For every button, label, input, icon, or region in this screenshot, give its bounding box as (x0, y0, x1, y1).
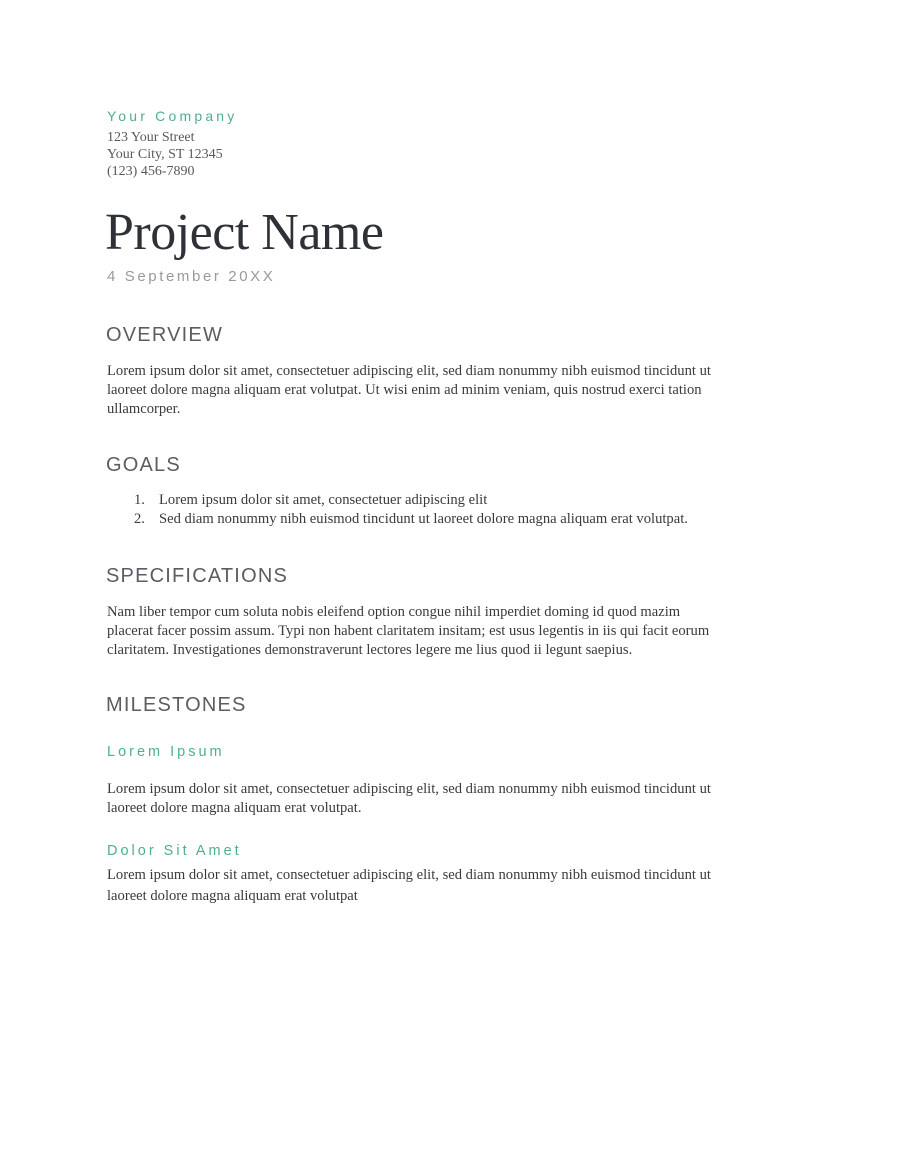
specifications-line: claritatem. Investigationes demonstraverunt lectores legere me lius quod ii legunt saepius. (107, 642, 633, 658)
company-city: Your City, ST 12345 (107, 147, 223, 162)
specifications-line: Nam liber tempor cum soluta nobis eleifend option congue nihil imperdiet doming id quod mazim (107, 604, 681, 620)
milestone-line: Lorem ipsum dolor sit amet, consectetuer adipiscing elit, sed diam nonummy nibh euismod tincidunt ut (107, 781, 711, 797)
milestone-line: laoreet dolore magna aliquam erat volutpat (107, 888, 358, 904)
milestone-title: Lorem Ipsum (107, 744, 225, 760)
company-phone: (123) 456-7890 (107, 164, 195, 179)
milestone-paragraph (107, 865, 797, 907)
goals-list (107, 491, 688, 529)
goal-item (107, 491, 688, 510)
overview-line: laoreet dolore magna aliquam erat volutpat. Ut wisi enim ad minim veniam, quis nostrud exerci tation (107, 382, 702, 398)
specifications-line: placerat facer possim assum. Typi non habent claritatem insitam; est usus legentis in iis qui facit eorum (107, 623, 710, 639)
goal-number: 2. (134, 511, 145, 527)
overview-line: ullamcorper. (107, 401, 181, 417)
goal-item (107, 510, 688, 529)
specifications-paragraph (107, 603, 797, 660)
goals-heading: GOALS (106, 454, 181, 476)
company-street: 123 Your Street (107, 130, 195, 145)
goal-text: Lorem ipsum dolor sit amet, consectetuer adipiscing elit (159, 492, 488, 508)
company-name: Your Company (107, 108, 238, 124)
milestone-title: Dolor Sit Amet (107, 843, 242, 859)
goal-text: Sed diam nonummy nibh euismod tincidunt ut laoreet dolore magna aliquam erat volutpat. (159, 511, 688, 527)
milestone-line: Lorem ipsum dolor sit amet, consectetuer adipiscing elit, sed diam nonummy nibh euismod tincidunt ut (107, 867, 711, 883)
project-title: Project Name (105, 204, 384, 261)
overview-heading: OVERVIEW (106, 324, 224, 346)
specifications-heading: SPECIFICATIONS (106, 565, 289, 587)
overview-paragraph (107, 362, 797, 419)
milestone-paragraph (107, 780, 797, 818)
overview-line: Lorem ipsum dolor sit amet, consectetuer adipiscing elit, sed diam nonummy nibh euismod tincidunt ut (107, 363, 711, 379)
goal-number: 1. (134, 492, 145, 508)
project-date: 4 September 20XX (107, 268, 276, 285)
milestone-line: laoreet dolore magna aliquam erat volutpat. (107, 800, 362, 816)
milestones-heading: MILESTONES (106, 694, 247, 716)
